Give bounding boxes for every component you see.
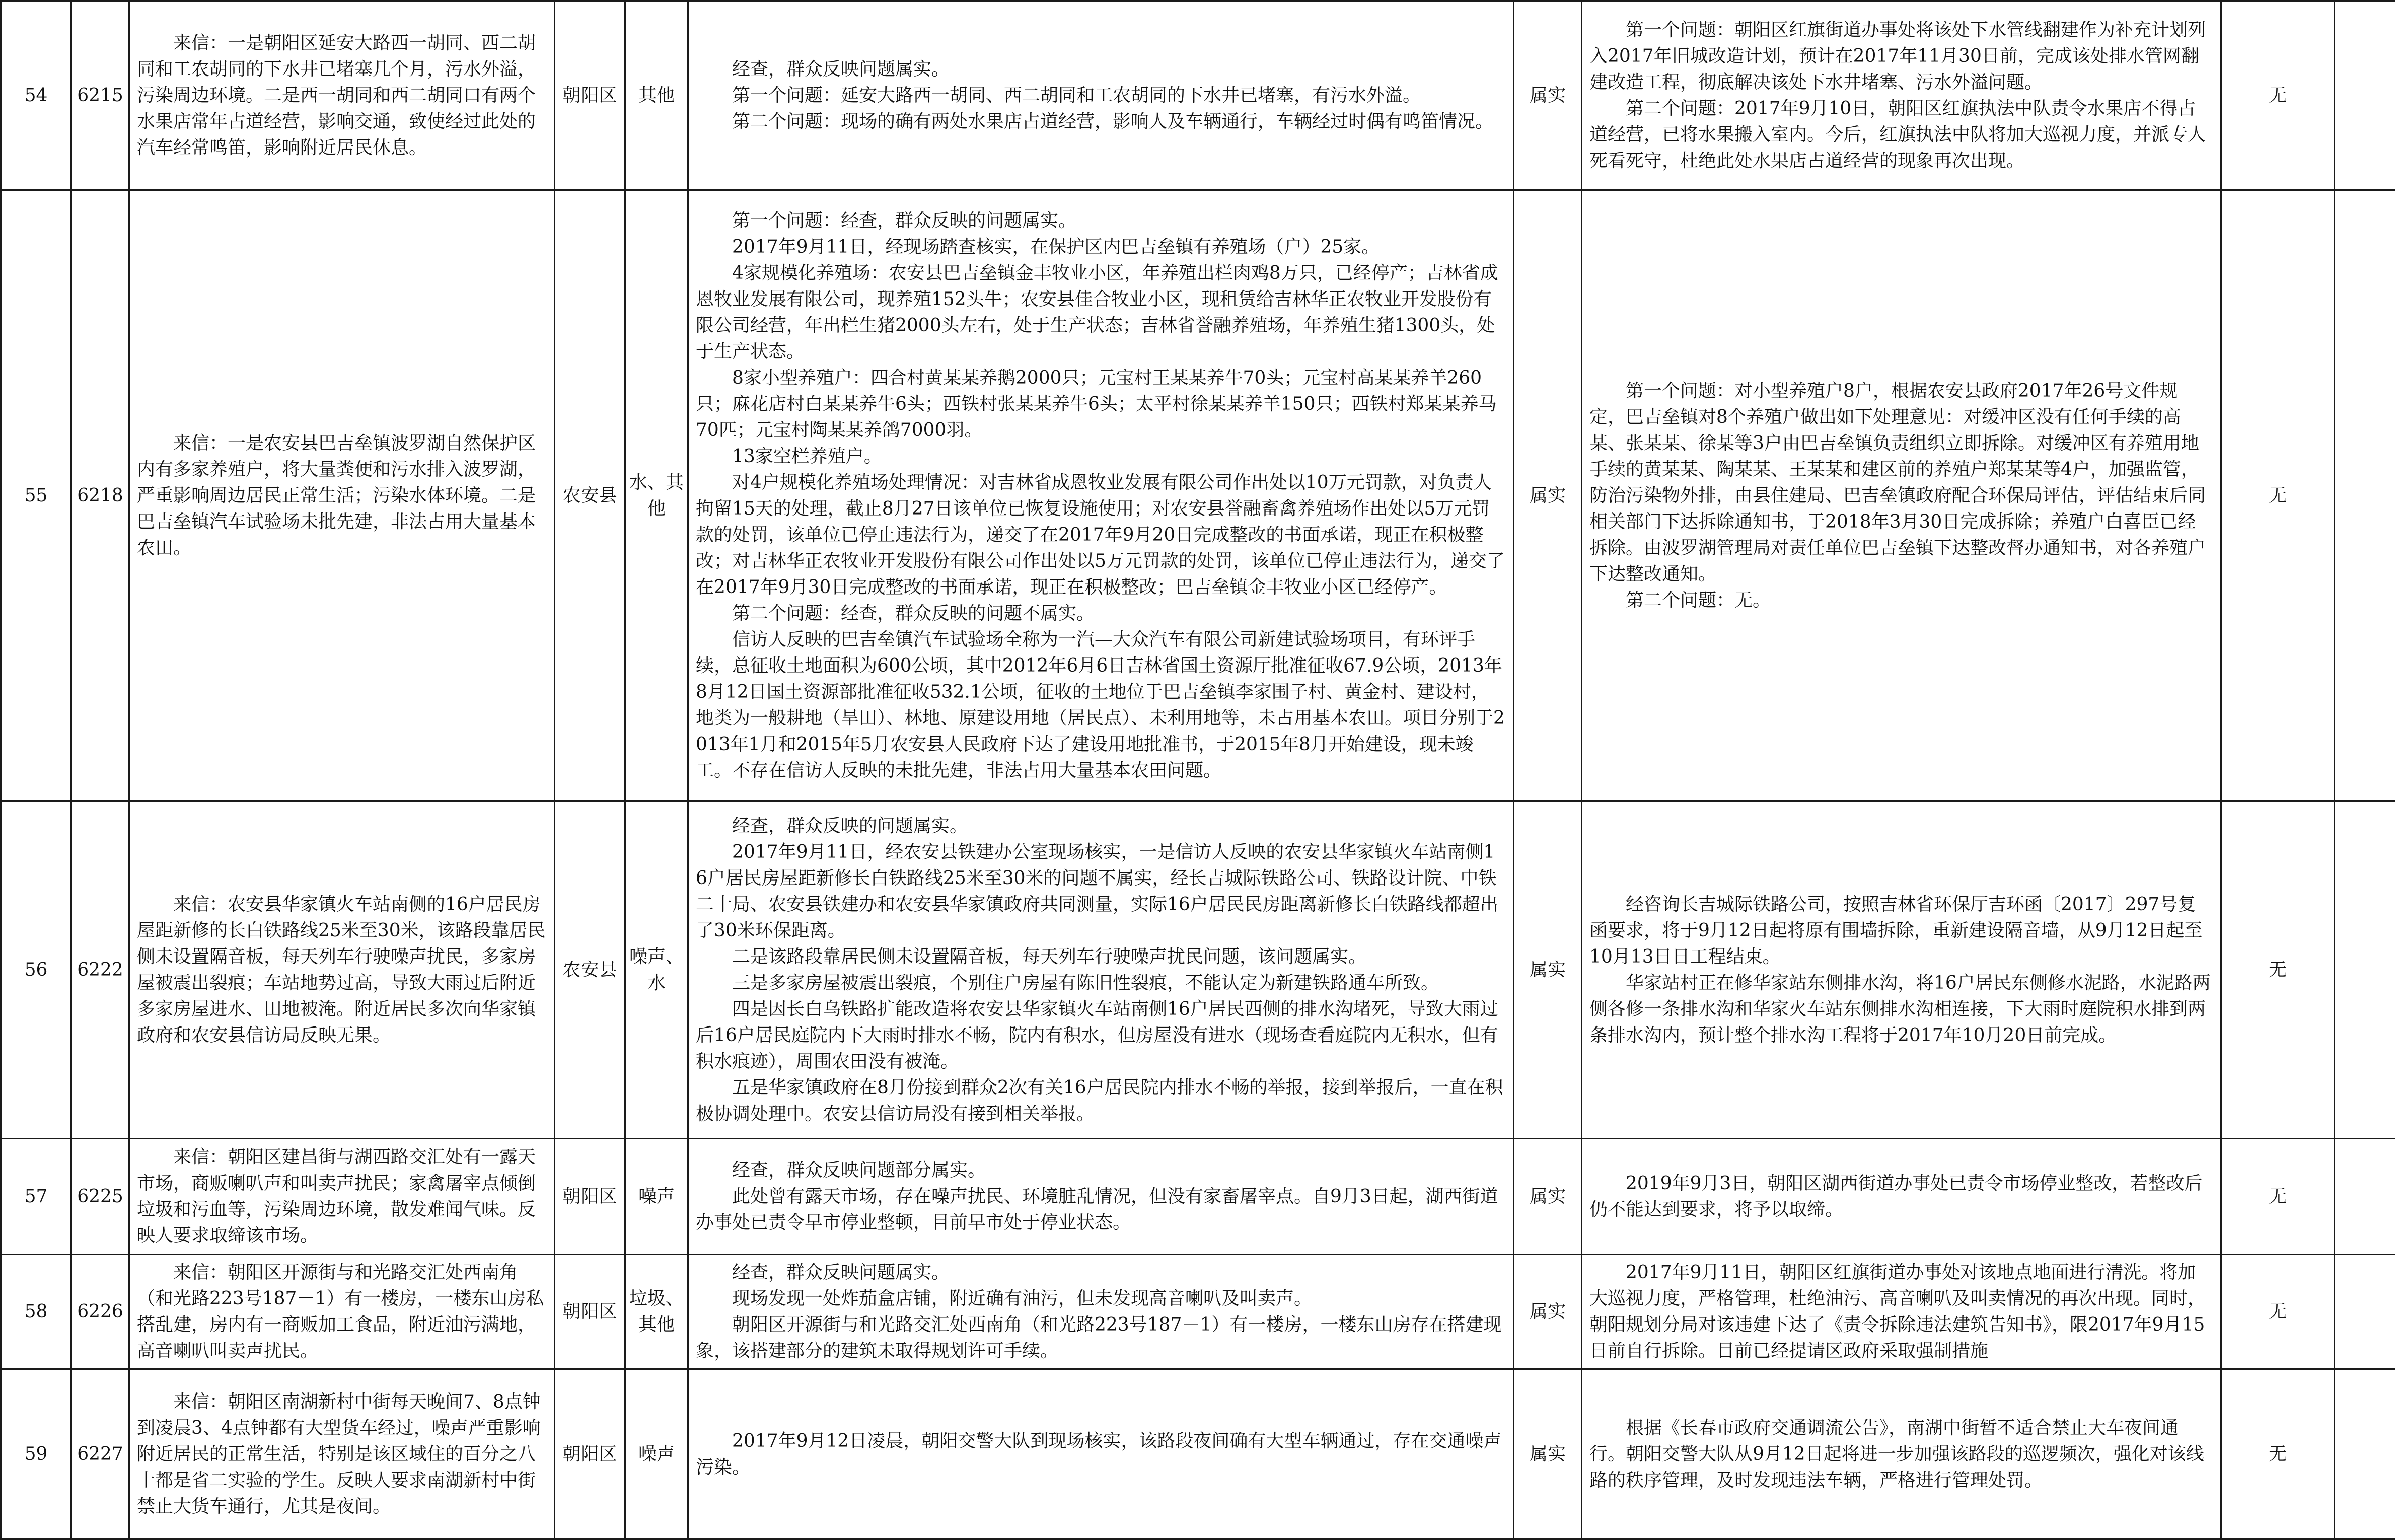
extra-cell [2335,1369,2395,1539]
district-cell: 朝阳区 [555,1139,625,1255]
investigation-paragraph: 第二个问题：经查，群众反映的问题不属实。 [696,601,1506,627]
investigation-paragraph: 第二个问题：现场的确有两处水果店占道经营，影响人及车辆通行，车辆经过时偶有鸣笛情况。 [696,109,1506,135]
handling-paragraph: 2017年9月11日，朝阳区红旗街道办事处对该地点地面进行清洗。将加大巡视力度，严格管理，杜绝油污、高音喇叭及叫卖情况的再次出现。同时，朝阳规划分局对该违建下达了《责令拆除违法建筑告知书》，限2017年9月15日前自行拆除。目前已经提请区政府采取强制措施 [1589,1260,2213,1364]
table-row [1,1255,2395,1369]
complaint-text: 来信：一是朝阳区延安大路西一胡同、西二胡同和工农胡同的下水井已堵塞几个月，污水外溢，污染周边环境。二是西一胡同和西二胡同口有两个水果店常年占道经营，影响交通，致使经过此处的汽车经常鸣笛，影响附近居民休息。 [137,30,547,161]
accountability-cell: 无 [2221,1,2335,190]
handling-paragraph: 2019年9月3日，朝阳区湖西街道办事处已责令市场停业整改，若整改后仍不能达到要求，将予以取缔。 [1589,1170,2213,1223]
investigation-paragraph: 经查，群众反映的问题属实。 [696,813,1506,839]
investigation-cell [688,801,1514,1139]
case-id-cell: 6222 [71,801,129,1139]
case-id-cell: 6218 [71,190,129,801]
seq-cell: 57 [1,1139,71,1255]
investigation-paragraph: 此处曾有露天市场，存在噪声扰民、环境脏乱情况，但没有家畜屠宰点。自9月3日起，湖西街道办事处已责令早市停业整顿，目前早市处于停业状态。 [696,1184,1506,1236]
handling-cell [1582,1369,2221,1539]
table-row [1,190,2395,801]
district-cell: 朝阳区 [555,1255,625,1369]
handling-paragraph: 经咨询长吉城际铁路公司，按照吉林省环保厅吉环函〔2017〕297号复函要求，将于9月12日起将原有围墙拆除，重新建设隔音墙，从9月12日起至10月13日日工程结束。 [1589,892,2213,970]
district-cell: 朝阳区 [555,1,625,190]
case-id-cell: 6225 [71,1139,129,1255]
case-id-cell: 6227 [71,1369,129,1539]
category-cell: 垃圾、其他 [625,1255,688,1369]
handling-cell [1582,1139,2221,1255]
verdict-cell: 属实 [1514,1255,1582,1369]
district-cell: 朝阳区 [555,1369,625,1539]
verdict-cell: 属实 [1514,1,1582,190]
table-row [1,1139,2395,1255]
investigation-paragraph: 2017年9月11日，经农安县铁建办公室现场核实，一是信访人反映的农安县华家镇火车站南侧16户居民房屋距新修长白铁路线25米至30米的问题不属实，经长吉城际铁路公司、铁路设计院、中铁二十局、农安县铁建办和农安县华家镇政府共同测量，实际16户居民民房距离新修长白铁路线都超出了30米环保距离。 [696,839,1506,944]
case-id-cell: 6215 [71,1,129,190]
investigation-paragraph: 2017年9月12日凌晨，朝阳交警大队到现场核实，该路段夜间确有大型车辆通过，存在交通噪声污染。 [696,1428,1506,1481]
handling-cell [1582,1,2221,190]
investigation-paragraph: 2017年9月11日，经现场踏查核实，在保护区内巴吉垒镇有养殖场（户）25家。 [696,234,1506,260]
seq-cell: 55 [1,190,71,801]
seq-cell: 58 [1,1255,71,1369]
accountability-cell: 无 [2221,801,2335,1139]
complaint-text: 来信：朝阳区建昌街与湖西路交汇处有一露天市场，商贩喇叭声和叫卖声扰民；家禽屠宰点倾倒垃圾和污血等，污染周边环境，散发难闻气味。反映人要求取缔该市场。 [137,1144,547,1249]
investigation-paragraph: 现场发现一处炸茄盒店铺，附近确有油污，但未发现高音喇叭及叫卖声。 [696,1286,1506,1312]
investigation-paragraph: 朝阳区开源街与和光路交汇处西南角（和光路223号187－1）有一楼房，一楼东山房存在搭建现象，该搭建部分的建筑未取得规划许可手续。 [696,1312,1506,1364]
complaint-cell [129,1139,555,1255]
extra-cell [2335,190,2395,801]
complaint-cell [129,1369,555,1539]
verdict-cell: 属实 [1514,1139,1582,1255]
table-row [1,1369,2395,1539]
complaint-text: 来信：朝阳区开源街与和光路交汇处西南角（和光路223号187－1）有一楼房，一楼东山房私搭乱建，房内有一商贩加工食品，附近油污满地，高音喇叭叫卖声扰民。 [137,1260,547,1364]
complaint-cell [129,1255,555,1369]
verdict-cell: 属实 [1514,190,1582,801]
seq-cell: 56 [1,801,71,1139]
investigation-paragraph: 四是因长白乌铁路扩能改造将农安县华家镇火车站南侧16户居民西侧的排水沟堵死，导致大雨过后16户居民庭院内下大雨时排水不畅，院内有积水，但房屋没有进水（现场查看庭院内无积水，但有积水痕迹），周围农田没有被淹。 [696,996,1506,1075]
handling-cell [1582,1255,2221,1369]
investigation-paragraph: 4家规模化养殖场：农安县巴吉垒镇金丰牧业小区，年养殖出栏肉鸡8万只，已经停产；吉林省成恩牧业发展有限公司，现养殖152头牛；农安县佳合牧业小区，现租赁给吉林华正农牧业开发股份有限公司经营，年出栏生猪2000头左右，处于生产状态；吉林省誉融养殖场，年养殖生猪1300头，处于生产状态。 [696,260,1506,365]
complaint-text: 来信：农安县华家镇火车站南侧的16户居民房屋距新修的长白铁路线25米至30米，该路段靠居民侧未设置隔音板，每天列车行驶噪声扰民，多家房屋被震出裂痕；车站地势过高，导致大雨过后附近多家房屋进水、田地被淹。附近居民多次向华家镇政府和农安县信访局反映无果。 [137,892,547,1049]
seq-cell: 59 [1,1369,71,1539]
complaint-text: 来信：朝阳区南湖新村中街每天晚间7、8点钟到凌晨3、4点钟都有大型货车经过，噪声严重影响附近居民的正常生活，特别是该区域住的百分之八十都是省二实验的学生。反映人要求南湖新村中街禁止大货车通行，尤其是夜间。 [137,1389,547,1520]
category-cell: 噪声 [625,1139,688,1255]
handling-paragraph: 第二个问题：无。 [1589,588,2213,614]
category-cell: 其他 [625,1,688,190]
complaint-cell [129,801,555,1139]
investigation-paragraph: 信访人反映的巴吉垒镇汽车试验场全称为一汽—大众汽车有限公司新建试验场项目，有环评手续，总征收土地面积为600公顷，其中2012年6月6日吉林省国土资源厅批准征收67.9公顷，2013年8月12日国土资源部批准征收532.1公顷，征收的土地位于巴吉垒镇李家围子村、黄金村、建设村，地类为一般耕地（旱田）、林地、原建设用地（居民点）、未利用地等，未占用基本农田。项目分别于2013年1月和2015年5月农安县人民政府下达了建设用地批准书，于2015年8月开始建设，现未竣工。不存在信访人反映的未批先建，非法占用大量基本农田问题。 [696,627,1506,784]
investigation-cell [688,1139,1514,1255]
investigation-paragraph: 经查，群众反映问题部分属实。 [696,1157,1506,1184]
category-cell: 噪声、水 [625,801,688,1139]
investigation-paragraph: 第一个问题：延安大路西一胡同、西二胡同和工农胡同的下水井已堵塞，有污水外溢。 [696,83,1506,109]
category-cell: 水、其他 [625,190,688,801]
extra-cell [2335,1139,2395,1255]
extra-cell [2335,1,2395,190]
handling-paragraph: 第一个问题：对小型养殖户8户，根据农安县政府2017年26号文件规定，巴吉垒镇对8个养殖户做出如下处理意见：对缓冲区没有任何手续的高某、张某某、徐某等3户由巴吉垒镇负责组织立即拆除。对缓冲区有养殖用地手续的黄某某、陶某某、王某某和建区前的养殖户郑某某等4户，加强监管，防治污染物外排，由县住建局、巴吉垒镇政府配合环保局评估，评估结束后同相关部门下达拆除通知书，于2018年3月30日完成拆除；养殖户白喜臣已经拆除。由波罗湖管理局对责任单位巴吉垒镇下达整改督办通知书，对各养殖户下达整改通知。 [1589,378,2213,588]
investigation-paragraph: 8家小型养殖户：四合村黄某某养鹅2000只；元宝村王某某养牛70头；元宝村高某某养羊260只；麻花店村白某某养牛6头；西铁村张某某养牛6头；太平村徐某某养羊150只；西铁村郑某某养马70匹；元宝村陶某某养鸽7000羽。 [696,365,1506,444]
investigation-cell [688,1255,1514,1369]
table-row [1,801,2395,1139]
case-id-cell: 6226 [71,1255,129,1369]
accountability-cell: 无 [2221,1255,2335,1369]
investigation-cell [688,1,1514,190]
investigation-cell [688,190,1514,801]
accountability-cell: 无 [2221,1369,2335,1539]
category-cell: 噪声 [625,1369,688,1539]
verdict-cell: 属实 [1514,1369,1582,1539]
handling-paragraph: 根据《长春市政府交通调流公告》，南湖中街暂不适合禁止大车夜间通行。朝阳交警大队从9月12日起将进一步加强该路段的巡逻频次，强化对该线路的秩序管理，及时发现违法车辆，严格进行管理处罚。 [1589,1415,2213,1494]
handling-cell [1582,190,2221,801]
table-body [1,1,2395,1539]
investigation-paragraph: 第一个问题：经查，群众反映的问题属实。 [696,208,1506,234]
investigation-paragraph: 五是华家镇政府在8月份接到群众2次有关16户居民院内排水不畅的举报，接到举报后，一直在积极协调处理中。农安县信访局没有接到相关举报。 [696,1075,1506,1127]
handling-paragraph: 第二个问题：2017年9月10日，朝阳区红旗执法中队责令水果店不得占道经营，已将水果搬入室内。今后，红旗执法中队将加大巡视力度，并派专人死看死守，杜绝此处水果店占道经营的现象再次出现。 [1589,96,2213,174]
table-row [1,1,2395,190]
complaint-cell [129,1,555,190]
verdict-cell: 属实 [1514,801,1582,1139]
handling-paragraph: 华家站村正在修华家站东侧排水沟，将16户居民东侧修水泥路，水泥路两侧各修一条排水沟和华家火车站东侧排水沟相连接，下大雨时庭院积水排到两条排水沟内，预计整个排水沟工程将于2017年10月20日前完成。 [1589,970,2213,1049]
investigation-paragraph: 经查，群众反映问题属实。 [696,56,1506,83]
district-cell: 农安县 [555,801,625,1139]
investigation-paragraph: 经查，群众反映问题属实。 [696,1260,1506,1286]
district-cell: 农安县 [555,190,625,801]
complaint-cell [129,190,555,801]
investigation-paragraph: 三是多家房屋被震出裂痕，个别住户房屋有陈旧性裂痕，不能认定为新建铁路通车所致。 [696,970,1506,996]
extra-cell [2335,801,2395,1139]
handling-cell [1582,801,2221,1139]
investigation-paragraph: 二是该路段靠居民侧未设置隔音板，每天列车行驶噪声扰民问题，该问题属实。 [696,944,1506,970]
investigation-paragraph: 对4户规模化养殖场处理情况：对吉林省成恩牧业发展有限公司作出处以10万元罚款，对负责人拘留15天的处理，截止8月27日该单位已恢复设施使用；对农安县誉融畜禽养殖场作出处以5万元罚款的处罚，该单位已停止违法行为，递交了在2017年9月20日完成整改的书面承诺，现正在积极整改；对吉林华正农牧业开发股份有限公司作出处以5万元罚款的处罚，该单位已停止违法行为，递交了在2017年9月30日完成整改的书面承诺，现正在积极整改；巴吉垒镇金丰牧业小区已经停产。 [696,470,1506,601]
accountability-cell: 无 [2221,1139,2335,1255]
complaint-text: 来信：一是农安县巴吉垒镇波罗湖自然保护区内有多家养殖户，将大量粪便和污水排入波罗湖，严重影响周边居民正常生活；污染水体环境。二是巴吉垒镇汽车试验场未批先建，非法占用大量基本农田。 [137,430,547,561]
seq-cell: 54 [1,1,71,190]
accountability-cell: 无 [2221,190,2335,801]
handling-paragraph: 第一个问题：朝阳区红旗街道办事处将该处下水管线翻建作为补充计划列入2017年旧城改造计划，预计在2017年11月30日前，完成该处排水管网翻建改造工程，彻底解决该处下水井堵塞、污水外溢问题。 [1589,17,2213,96]
extra-cell [2335,1255,2395,1369]
investigation-paragraph: 13家空栏养殖户。 [696,444,1506,470]
investigation-cell [688,1369,1514,1539]
